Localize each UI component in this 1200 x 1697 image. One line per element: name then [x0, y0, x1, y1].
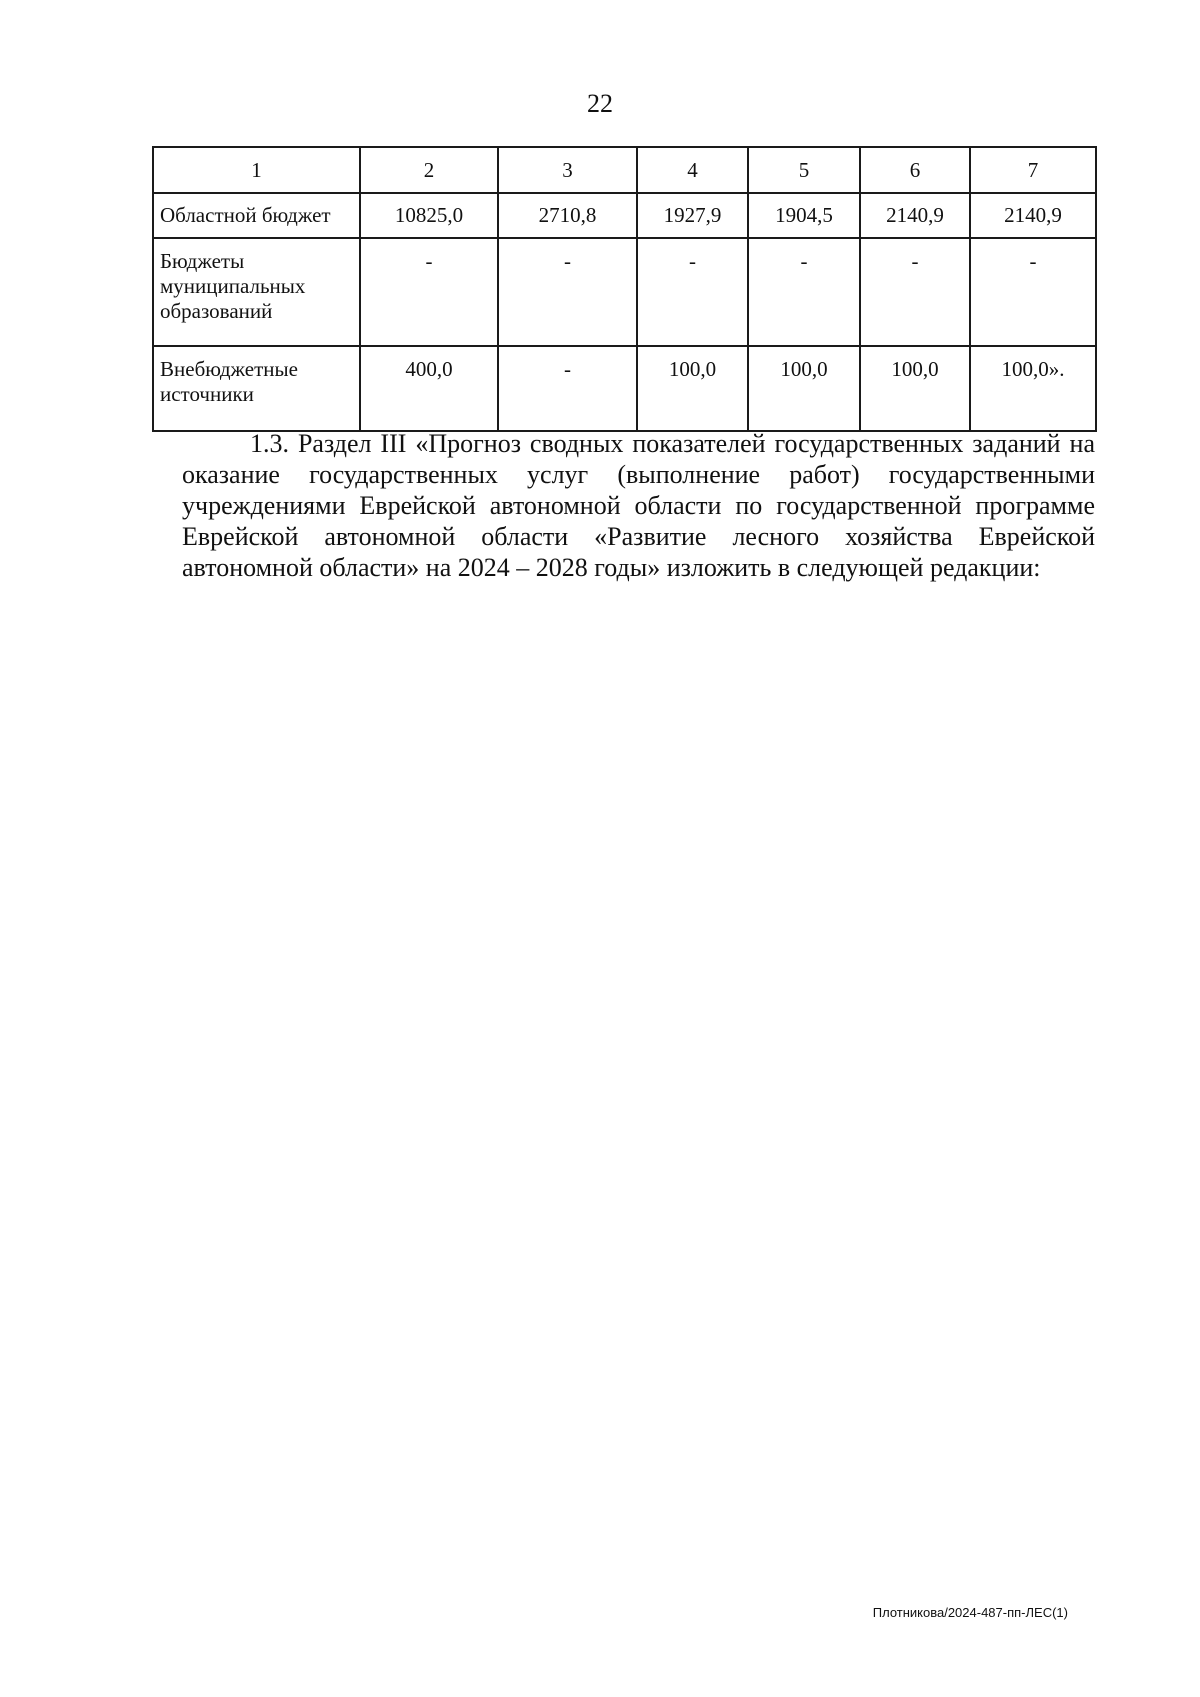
table-cell: -: [748, 238, 860, 346]
table-cell: -: [360, 238, 498, 346]
row-label: Бюджеты муниципальных образований: [153, 238, 360, 346]
table-cell: -: [498, 238, 637, 346]
table-row: [153, 346, 1096, 431]
table-header-cell: 3: [498, 147, 637, 193]
table-header-cell: 4: [637, 147, 748, 193]
table-cell: 2140,9: [860, 193, 970, 238]
row-label: Областной бюджет: [153, 193, 360, 238]
page-number: 22: [587, 89, 613, 118]
table-cell: 100,0».: [970, 346, 1096, 431]
body-paragraph: 1.3. Раздел III «Прогноз сводных показателей государственных заданий на оказание государственных услуг (выполнение работ) государственными учреждениями Еврейской автономной области по государственной программе Еврейской автономной области «Развитие лесного хозяйства Еврейской автономной области» на 2024 – 2028 годы» изложить в следующей редакции:: [182, 429, 1095, 582]
row-label: Внебюджетные источники: [153, 346, 360, 431]
table-cell: 100,0: [637, 346, 748, 431]
table-cell: 100,0: [748, 346, 860, 431]
table-header-cell: 1: [153, 147, 360, 193]
table-cell: 1904,5: [748, 193, 860, 238]
table-cell: -: [860, 238, 970, 346]
table-cell: -: [970, 238, 1096, 346]
table-cell: 2710,8: [498, 193, 637, 238]
table-cell: 1927,9: [637, 193, 748, 238]
document-reference: Плотникова/2024-487-пп-ЛЕС(1): [872, 1605, 1068, 1620]
table-cell: 2140,9: [970, 193, 1096, 238]
table-cell: 400,0: [360, 346, 498, 431]
table-cell: 100,0: [860, 346, 970, 431]
table-header-cell: 7: [970, 147, 1096, 193]
table-row: [153, 238, 1096, 346]
funding-table: [152, 146, 1097, 432]
table-header-cell: 6: [860, 147, 970, 193]
table-cell: 10825,0: [360, 193, 498, 238]
table-cell: -: [637, 238, 748, 346]
table-row: [153, 193, 1096, 238]
table-header-row: [153, 147, 1096, 193]
table-header-cell: 5: [748, 147, 860, 193]
table-cell: -: [498, 346, 637, 431]
table-header-cell: 2: [360, 147, 498, 193]
